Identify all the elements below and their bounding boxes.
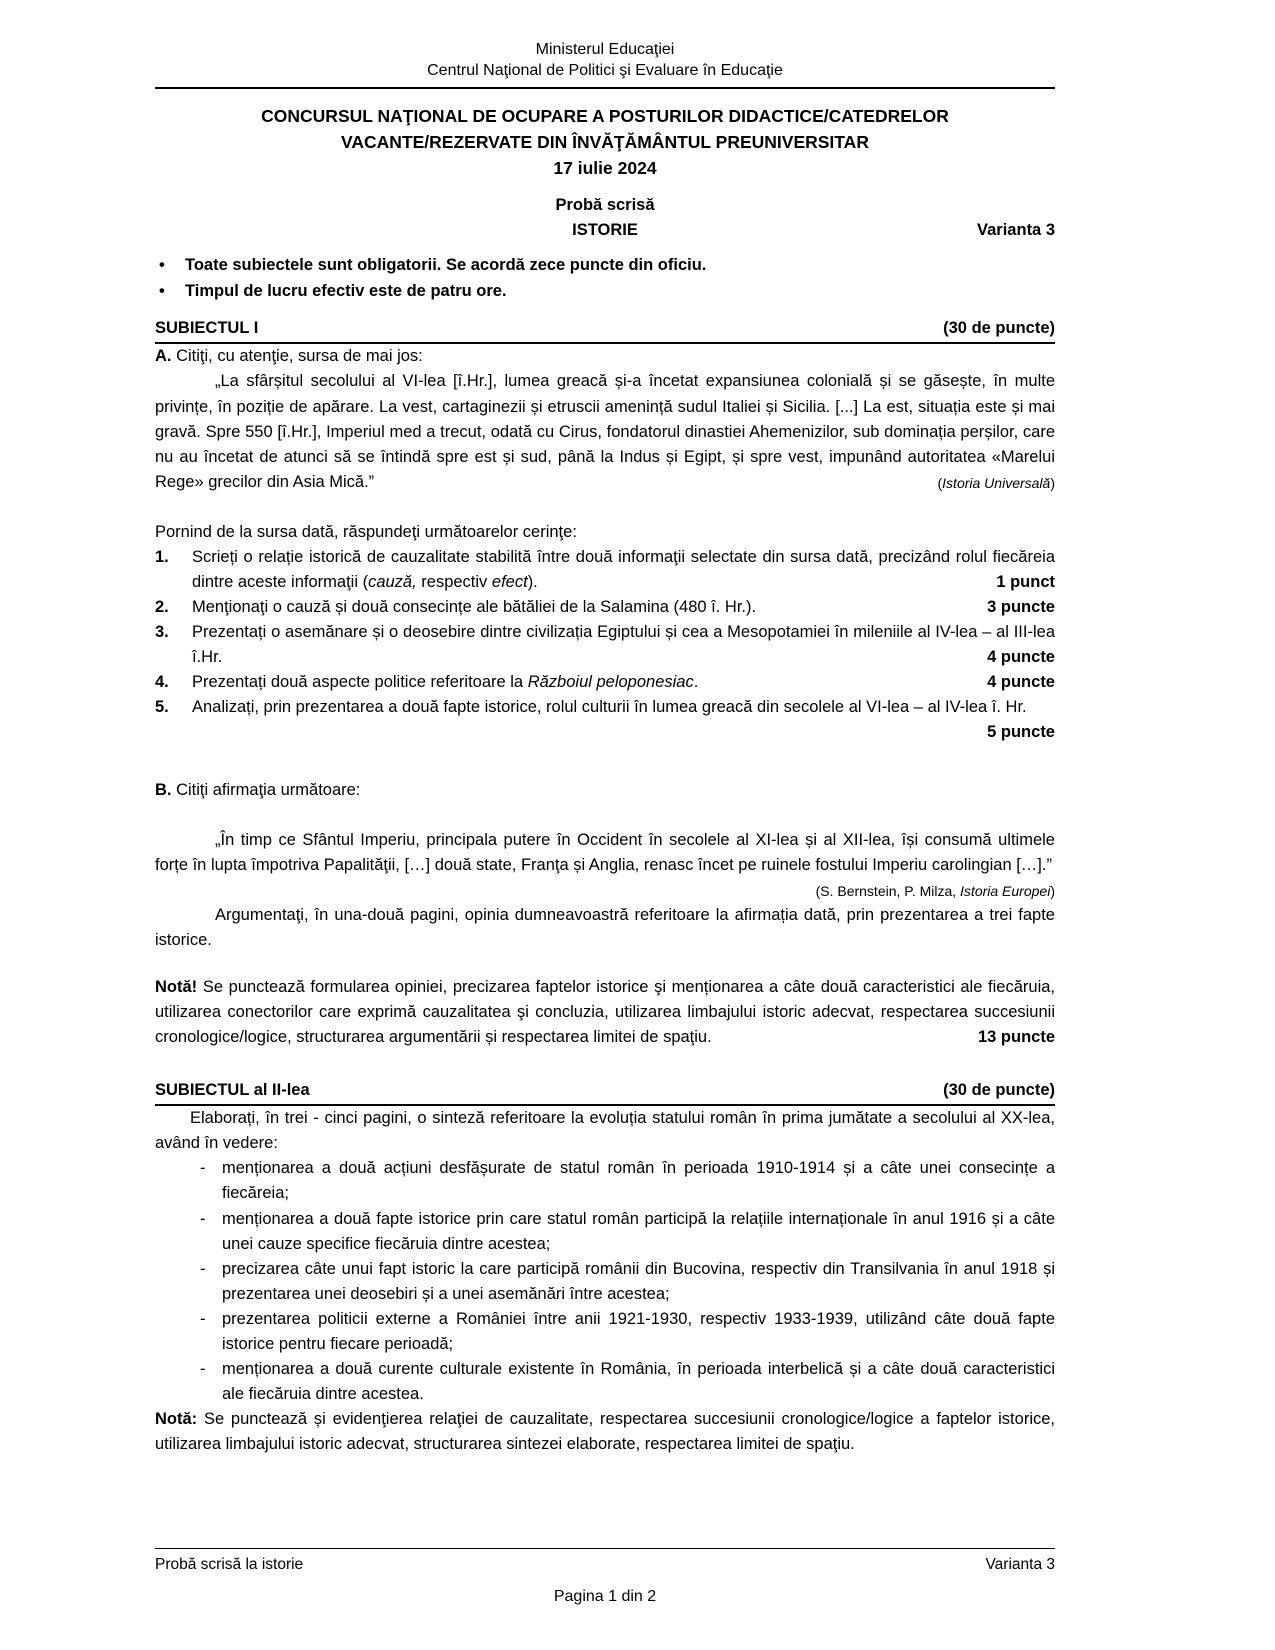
source-a-attribution: (Istoria Universală) — [937, 474, 1055, 491]
item-number: 5. — [155, 698, 169, 717]
note-1-points: 13 puncte — [977, 1028, 1055, 1047]
exam-date: 17 iulie 2024 — [553, 158, 657, 179]
subject-1-title: SUBIECTUL I — [155, 319, 259, 338]
item-text: Menţionaţi o cauză și două consecințe ale bătăliei de la Salamina (480 î. Hr.). — [192, 598, 757, 617]
footer-left: Probă scrisă la istorie — [155, 1556, 304, 1573]
source-b-quote — [155, 828, 1055, 899]
subject-2-intro: Elaborați, în trei - cinci pagini, o sinteză referitoare la evoluția statului român în prima jumătate a secolului al XX-lea, având în vedere: — [155, 1109, 1055, 1153]
item-text: Prezentați două aspecte politice referitoare la Războiul peloponesiac. — [192, 673, 699, 692]
bullet-icon: • — [159, 281, 165, 300]
instructions-list — [155, 252, 1055, 305]
item-points: 4 puncte — [987, 673, 1055, 692]
instruction-item — [155, 278, 1055, 304]
center-name: Centrul Naţional de Politici şi Evaluare în Educaţie — [427, 61, 783, 79]
subject-2-points: (30 de puncte) — [943, 1081, 1055, 1100]
exam-page — [155, 40, 1055, 1457]
synthesis-item — [200, 1307, 1055, 1357]
subject-name: ISTORIE — [572, 221, 638, 240]
instruction-item — [155, 252, 1055, 278]
ministry-header — [155, 40, 1055, 89]
item-points: 1 punct — [996, 572, 1055, 591]
item-body — [192, 545, 1055, 595]
exam-title — [155, 103, 1055, 182]
part-a-intro: A. Citiţi, cu atenţie, sursa de mai jos: — [155, 347, 423, 366]
dash-marker: - — [200, 1259, 206, 1278]
exam-title-line-2: VACANTE/REZERVATE DIN ÎNVĂŢĂMÂNTUL PREUNIVERSITAR — [341, 131, 869, 152]
synthesis-item-text: menționarea a două acțiuni desfășurate de statul român în perioada 1910-1914 și a câte unei consecințe a fiecăreia; — [222, 1159, 1055, 1203]
requirement-item — [155, 595, 1055, 620]
synthesis-item — [200, 1156, 1055, 1206]
ministry-name: Ministerul Educaţiei — [535, 41, 675, 58]
item-number: 2. — [155, 598, 169, 617]
item-body — [192, 620, 1055, 670]
bullet-icon: • — [159, 255, 165, 274]
source-a-quote — [155, 369, 1055, 494]
footer-row — [155, 1553, 1055, 1577]
synthesis-item-text: menționarea a două curente culturale existente în România, în perioada interbelică și a câte două caracteristici ale fiecăruia dintre acestea. — [222, 1360, 1055, 1404]
variant-label: Varianta 3 — [977, 221, 1055, 240]
item-body — [192, 670, 1055, 695]
subject-1-heading — [155, 316, 1055, 344]
requirement-item — [155, 695, 1055, 745]
instruction-text: Timpul de lucru efectiv este de patru ore. — [185, 281, 507, 300]
note-1 — [155, 975, 1055, 1050]
synthesis-item — [200, 1207, 1055, 1257]
item-body — [192, 695, 1055, 745]
source-a-text: „La sfârșitul secolului al VI-lea [î.Hr.], lumea greacă și-a încetat expansiunea colonială și se găsește, în multe privințe, în poziție de apărare. La vest, cartaginezii și etruscii amenință sudul Italiei și Sicilia. [...] La est, situația este și mai gravă. Spre 550 [î.Hr.], Imperiul med a trecut, odată cu Cirus, fondatorul dinastiei Ahemenizilor, sub dominația perșilor, care nu au încetat de atunci să se întindă spre est și sud, până la Indus și Egipt, și spre vest, impunând autoritatea «Marelui Rege» grecilor din Asia Mică.” — [155, 372, 1055, 491]
item-number: 1. — [155, 547, 169, 566]
page-number: Pagina 1 din 2 — [553, 1587, 657, 1605]
item-number: 4. — [155, 673, 169, 692]
synthesis-item — [200, 1357, 1055, 1407]
subject-2-title: SUBIECTUL al II-lea — [155, 1081, 310, 1100]
synthesis-item-text: prezentarea politicii externe a României între anii 1921-1930, respectiv 1933-1939, utilizând câte două fapte istorice pentru fiecare perioadă; — [222, 1309, 1055, 1353]
synthesis-item — [200, 1257, 1055, 1307]
item-points: 4 puncte — [987, 648, 1055, 667]
item-text: Prezentați o asemănare și o deosebire dintre civilizația Egiptului și cea a Mesopotamiei în mileniile al IV-lea – al III-lea î.Hr. — [192, 623, 1055, 667]
note-1-text: Notă! Se punctează formularea opiniei, precizarea faptelor istorice şi menționarea a câte două caracteristici ale fiecăruia, utilizarea conectorilor care exprimă cauzalitatea şi concluzia, utilizarea limbajului istoric adecvat, respectarea succesiunii cronologice/logice, structurarea argumentării și respectarea limitei de spaţiu. — [155, 977, 1055, 1047]
item-points: 5 puncte — [987, 723, 1055, 742]
synthesis-item-text: precizarea câte unui fapt istoric la care participă românii din Bucovina, respectiv din Transilvania în anul 1918 și prezentarea unei deosebiri și a unei asemănări între acestea; — [222, 1259, 1055, 1303]
item-number: 3. — [155, 623, 169, 642]
note-2: Notă: Se punctează și evidenţierea relaţiei de cauzalitate, respectarea succesiunii cronologice/logice a faptelor istorice, utilizarea limbajului istoric adecvat, structurarea sintezei elaborate, respectarea limitei de spaţiu. — [155, 1410, 1055, 1454]
item-text: Scrieți o relație istorică de cauzalitate stabilită între două informaţii selectate din sursa dată, precizând rolul fiecăreia dintre aceste informaţii (cauză, respectiv efect). — [192, 547, 1055, 591]
synthesis-list — [155, 1156, 1055, 1407]
argument-task: Argumentaţi, în una-două pagini, opinia dumneavoastră referitoare la afirmația dată, prin prezentarea a trei fapte istorice. — [155, 905, 1055, 949]
exam-type: Probă scrisă — [555, 196, 655, 215]
subject-2-heading — [155, 1078, 1055, 1106]
page-footer — [155, 1548, 1055, 1609]
item-text: Analizați, prin prezentarea a două fapte istorice, rolul culturii în lumea greacă din secolele al VI-lea – al IV-lea î. Hr. — [192, 698, 1027, 717]
dash-marker: - — [200, 1360, 206, 1379]
exam-title-line-1: CONCURSUL NAŢIONAL DE OCUPARE A POSTURILOR DIDACTICE/CATEDRELOR — [261, 105, 949, 126]
subject-line — [155, 218, 1055, 243]
dash-marker: - — [200, 1159, 206, 1178]
instruction-text: Toate subiectele sunt obligatorii. Se acordă zece puncte din oficiu. — [185, 255, 707, 274]
dash-marker: - — [200, 1309, 206, 1328]
item-body — [192, 595, 1055, 620]
synthesis-item-text: menționarea a două fapte istorice prin care statul român participă la relațiile internaționale în anul 1916 și a câte unei cauze specifice fiecăruia dintre acestea; — [222, 1209, 1055, 1253]
requirements-lead: Pornind de la sursa dată, răspundeţi următoarelor cerinţe: — [155, 522, 577, 541]
item-points: 3 puncte — [987, 598, 1055, 617]
part-b-intro: B. Citiţi afirmaţia următoare: — [155, 780, 361, 799]
requirements-list — [155, 545, 1055, 746]
dash-marker: - — [200, 1209, 206, 1228]
footer-variant: Varianta 3 — [985, 1556, 1055, 1573]
subject-1-points: (30 de puncte) — [943, 319, 1055, 338]
requirement-item — [155, 670, 1055, 695]
requirement-item — [155, 545, 1055, 595]
source-b-attribution: (S. Bernstein, P. Milza, Istoria Europei) — [815, 882, 1055, 899]
requirement-item — [155, 620, 1055, 670]
source-b-text: „În timp ce Sfântul Imperiu, principala putere în Occident în secolele al XI-lea și al XII-lea, își consumă ultimele forțe în lupta împotriva Papalităţii, […] două state, Franţa și Anglia, renasc încet pe ruinele fostului Imperiu carolingian […].” — [155, 830, 1055, 874]
